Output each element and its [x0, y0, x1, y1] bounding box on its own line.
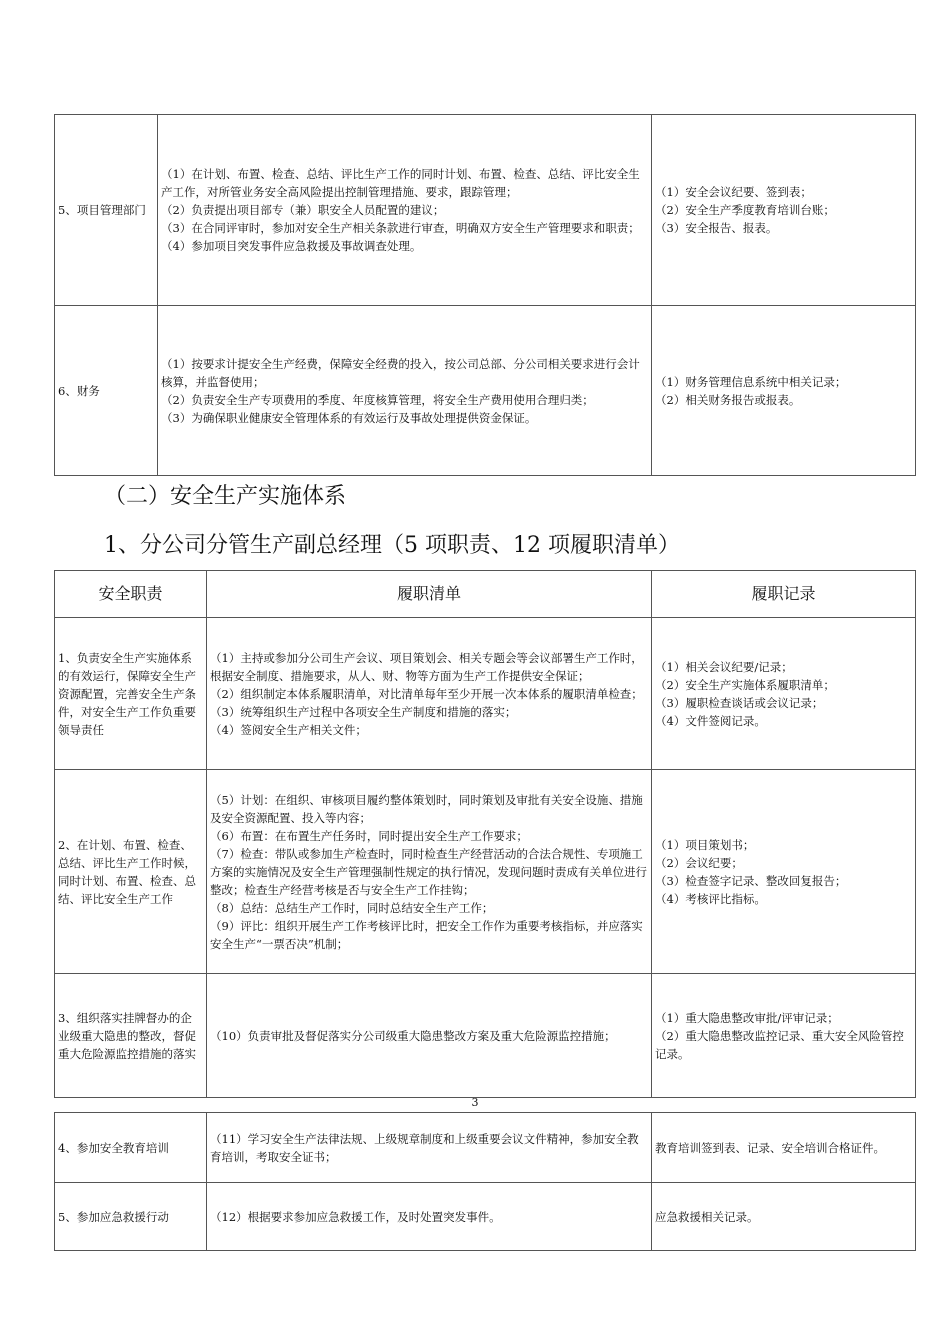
responsibility-cell: 4、参加安全教育培训 [55, 1113, 207, 1183]
responsibility-cell: 1、负责安全生产实施体系的有效运行，保障安全生产资源配置，完善安全生产条件，对安全生产工作负重要领导责任 [55, 618, 207, 770]
table-row [55, 1113, 916, 1183]
list-item: （2）组织制定本体系履职清单，对比清单每年至少开展一次本体系的履职清单检查； [210, 686, 643, 701]
list-item: （4）文件签阅记录。 [655, 713, 766, 728]
column-header: 安全职责 [55, 571, 207, 618]
column-header: 履职清单 [207, 571, 652, 618]
section-heading: （二）安全生产实施体系 [104, 484, 347, 509]
list-item: 教育培训签到表、记录、安全培训合格证件。 [655, 1140, 885, 1155]
list-item: （5）计划：在组织、审核项目履约整体策划时，同时策划及审批有关安全设施、措施及安全资源配置、投入等内容； [210, 792, 643, 825]
records-cell [652, 618, 916, 770]
duty-table-continued [54, 114, 916, 476]
list-item: （6）布置：在布置生产任务时，同时提出安全生产工作要求； [210, 828, 528, 843]
list-item: （2）重大隐患整改监控记录、重大安全风险管控记录。 [655, 1028, 904, 1061]
list-item: （1）主持或参加分公司生产会议、项目策划会、相关专题会等会议部署生产工作时，根据安全制度、措施要求，从人、财、物等方面为生产工作提供安全保证； [210, 650, 643, 683]
vice-gm-duty-table [54, 570, 916, 1098]
list-item: （1）在计划、布置、检查、总结、评比生产工作的同时计划、布置、检查、总结、评比安全生产工作，对所管业务安全高风险提出控制管理措施、要求，跟踪管理； [161, 167, 640, 199]
list-item: （2）安全生产季度教育培训台账； [655, 203, 835, 217]
list-item: （4）签阅安全生产相关文件； [210, 722, 367, 737]
responsibility-cell: 2、在计划、布置、检查、总结、评比生产工作时候，同时计划、布置、检查、总结、评比安全生产工作 [55, 770, 207, 974]
list-item: （2）会议纪要； [655, 855, 743, 870]
responsibility-cell: 5、参加应急救援行动 [55, 1183, 207, 1251]
table-row [55, 770, 916, 974]
list-item: （12）根据要求参加应急救援工作，及时处置突发事件。 [210, 1209, 501, 1224]
list-item: （11）学习安全生产法律法规、上级规章制度和上级重要会议文件精神，参加安全教育培训，考取安全证书； [210, 1131, 639, 1164]
duty-list-cell [207, 1113, 652, 1183]
list-item: （4）参加项目突发事件应急救援及事故调查处理。 [161, 239, 422, 253]
duty-list-cell [158, 115, 652, 306]
records-cell [652, 974, 916, 1098]
list-item: （1）按要求计提安全生产经费，保障安全经费的投入，按公司总部、分公司相关要求进行会计核算，并监督使用； [161, 356, 640, 389]
list-item: （3）统筹组织生产过程中各项安全生产制度和措施的落实； [210, 704, 517, 719]
responsibility-cell: 5、项目管理部门 [55, 115, 158, 306]
duty-list-cell [207, 974, 652, 1098]
list-item: （3）在合同评审时，参加对安全生产相关条款进行审查，明确双方安全生产管理要求和职责； [161, 221, 640, 235]
list-item: （7）检查：带队或参加生产检查时，同时检查生产经营活动的合法合规性、专项施工方案的实施情况及安全生产管理强制性规定的执行情况，发现问题时责成有关单位进行整改；检查生产经营考核是否与安全生产工作挂钩； [210, 846, 647, 897]
list-item: （2）负责提出项目部专（兼）职安全人员配置的建议； [161, 203, 445, 217]
list-item: （2）负责安全生产专项费用的季度、年度核算管理，将安全生产费用使用合理归类； [161, 392, 594, 407]
duty-list-cell [207, 770, 652, 974]
duty-list-cell [207, 618, 652, 770]
table-row [55, 1183, 916, 1251]
records-cell [652, 1113, 916, 1183]
records-cell [652, 306, 916, 476]
table-header-row [55, 571, 916, 618]
list-item: （2）安全生产实施体系履职清单； [655, 677, 835, 692]
column-header: 履职记录 [652, 571, 916, 618]
list-item: （3）为确保职业健康安全管理体系的有效运行及事故处理提供资金保证。 [161, 410, 537, 425]
page-number: 3 [471, 1096, 479, 1109]
list-item: （3）检查签字记录、整改回复报告； [655, 873, 847, 888]
list-item: （1）相关会议纪要/记录； [655, 659, 793, 674]
list-item: （1）重大隐患整改审批/评审记录； [655, 1010, 839, 1025]
table-row [55, 974, 916, 1098]
list-item: （10）负责审批及督促落实分公司级重大隐患整改方案及重大危险源监控措施； [210, 1028, 616, 1043]
list-item: （2）相关财务报告或报表。 [655, 392, 801, 407]
list-item: （1）财务管理信息系统中相关记录； [655, 374, 847, 389]
table-row [55, 115, 916, 306]
vice-gm-duty-table-continued [54, 1112, 916, 1251]
list-item: （1）项目策划书； [655, 837, 755, 852]
table-row [55, 306, 916, 476]
duty-list-cell [207, 1183, 652, 1251]
table-row [55, 618, 916, 770]
list-item: （9）评比：组织开展生产工作考核评比时，把安全工作作为重要考核指标，并应落实安全生产“一票否决”机制； [210, 918, 643, 951]
records-cell [652, 1183, 916, 1251]
list-item: 应急救援相关记录。 [655, 1209, 759, 1224]
responsibility-cell: 3、组织落实挂牌督办的企业级重大隐患的整改，督促重大危险源监控措施的落实 [55, 974, 207, 1098]
sub-heading: 1、分公司分管生产副总经理（5 项职责、12 项履职清单） [104, 533, 680, 558]
duty-list-cell [158, 306, 652, 476]
list-item: （3）履职检查谈话或会议记录； [655, 695, 824, 710]
list-item: （4）考核评比指标。 [655, 891, 766, 906]
list-item: （1）安全会议纪要、签到表； [655, 185, 812, 199]
responsibility-cell: 6、财务 [55, 306, 158, 476]
records-cell [652, 115, 916, 306]
list-item: （3）安全报告、报表。 [655, 221, 778, 235]
list-item: （8）总结：总结生产工作时，同时总结安全生产工作； [210, 900, 494, 915]
records-cell [652, 770, 916, 974]
